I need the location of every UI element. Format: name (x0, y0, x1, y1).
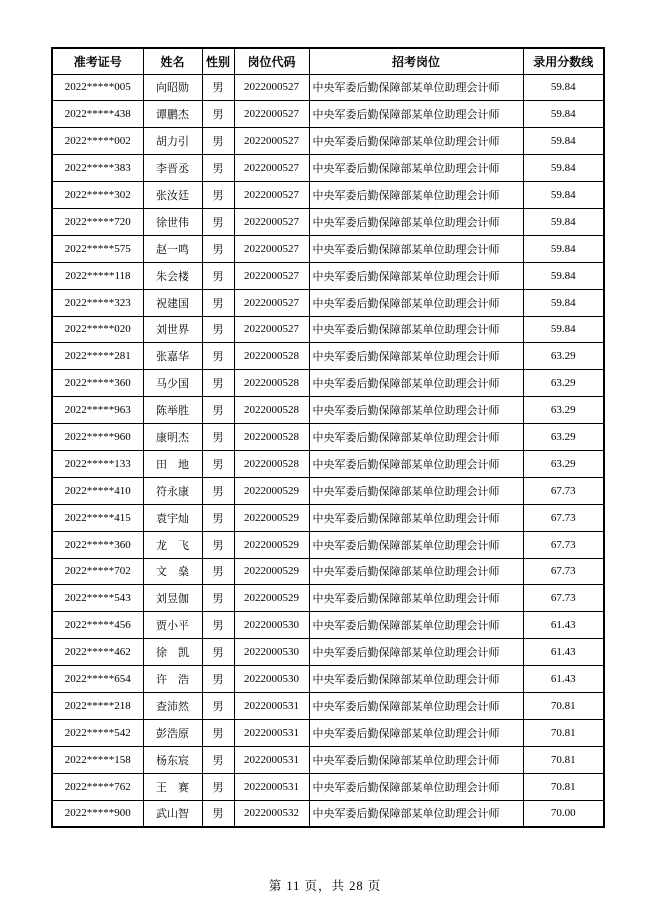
score-line-cell: 67.73 (523, 477, 604, 504)
gender-cell: 男 (202, 773, 234, 800)
table-row (52, 719, 604, 746)
score-line-cell: 63.29 (523, 343, 604, 370)
table-header (52, 48, 604, 74)
position-cell: 中央军委后勤保障部某单位助理会计师 (309, 235, 523, 262)
position-code-cell: 2022000527 (234, 208, 309, 235)
ticket-number-cell: 2022*****543 (52, 585, 143, 612)
score-line-cell: 67.73 (523, 504, 604, 531)
score-line-cell: 70.81 (523, 773, 604, 800)
position-cell: 中央军委后勤保障部某单位助理会计师 (309, 692, 523, 719)
name-cell: 向昭勋 (143, 74, 202, 101)
ticket-number-cell: 2022*****410 (52, 477, 143, 504)
position-code-cell: 2022000527 (234, 74, 309, 101)
gender-cell: 男 (202, 800, 234, 827)
gender-cell: 男 (202, 208, 234, 235)
table-row (52, 639, 604, 666)
name-cell: 刘昱伽 (143, 585, 202, 612)
position-code-cell: 2022000532 (234, 800, 309, 827)
score-line-cell: 59.84 (523, 235, 604, 262)
score-line-cell: 63.29 (523, 397, 604, 424)
name-cell: 谭鹏杰 (143, 101, 202, 128)
ticket-number-cell: 2022*****118 (52, 262, 143, 289)
ticket-number-cell: 2022*****720 (52, 208, 143, 235)
ticket-number-cell: 2022*****542 (52, 719, 143, 746)
score-line-cell: 59.84 (523, 101, 604, 128)
table-row (52, 558, 604, 585)
position-code-cell: 2022000527 (234, 316, 309, 343)
score-line-cell: 61.43 (523, 639, 604, 666)
ticket-number-cell: 2022*****281 (52, 343, 143, 370)
gender-cell: 男 (202, 612, 234, 639)
table-row (52, 262, 604, 289)
gender-cell: 男 (202, 424, 234, 451)
name-cell: 徐世伟 (143, 208, 202, 235)
table-row (52, 666, 604, 693)
gender-cell: 男 (202, 719, 234, 746)
table-row (52, 128, 604, 155)
gender-cell: 男 (202, 504, 234, 531)
score-line-cell: 61.43 (523, 666, 604, 693)
table-row (52, 746, 604, 773)
position-code-cell: 2022000531 (234, 719, 309, 746)
ticket-number-cell: 2022*****456 (52, 612, 143, 639)
page-number-footer: 第 11 页，共 28 页 (268, 879, 382, 893)
column-header-score-line: 录用分数线 (523, 48, 604, 74)
gender-cell: 男 (202, 558, 234, 585)
position-cell: 中央军委后勤保障部某单位助理会计师 (309, 289, 523, 316)
gender-cell: 男 (202, 370, 234, 397)
name-cell: 查沛然 (143, 692, 202, 719)
ticket-number-cell: 2022*****960 (52, 424, 143, 451)
ticket-number-cell: 2022*****762 (52, 773, 143, 800)
position-cell: 中央军委后勤保障部某单位助理会计师 (309, 773, 523, 800)
position-cell: 中央军委后勤保障部某单位助理会计师 (309, 800, 523, 827)
gender-cell: 男 (202, 746, 234, 773)
name-cell: 赵一鸣 (143, 235, 202, 262)
position-cell: 中央军委后勤保障部某单位助理会计师 (309, 666, 523, 693)
ticket-number-cell: 2022*****360 (52, 531, 143, 558)
ticket-number-cell: 2022*****438 (52, 101, 143, 128)
position-code-cell: 2022000528 (234, 424, 309, 451)
position-cell: 中央军委后勤保障部某单位助理会计师 (309, 612, 523, 639)
ticket-number-cell: 2022*****302 (52, 182, 143, 209)
table-row (52, 182, 604, 209)
score-line-cell: 59.84 (523, 155, 604, 182)
gender-cell: 男 (202, 182, 234, 209)
table-row (52, 74, 604, 101)
score-line-cell: 63.29 (523, 424, 604, 451)
position-code-cell: 2022000529 (234, 504, 309, 531)
position-cell: 中央军委后勤保障部某单位助理会计师 (309, 262, 523, 289)
gender-cell: 男 (202, 262, 234, 289)
name-cell: 彭浩原 (143, 719, 202, 746)
position-code-cell: 2022000529 (234, 477, 309, 504)
score-line-cell: 67.73 (523, 531, 604, 558)
gender-cell: 男 (202, 450, 234, 477)
position-cell: 中央军委后勤保障部某单位助理会计师 (309, 477, 523, 504)
table-row (52, 800, 604, 827)
position-cell: 中央军委后勤保障部某单位助理会计师 (309, 316, 523, 343)
table-row (52, 504, 604, 531)
gender-cell: 男 (202, 128, 234, 155)
name-cell: 许 浩 (143, 666, 202, 693)
score-line-cell: 70.81 (523, 692, 604, 719)
gender-cell: 男 (202, 397, 234, 424)
name-cell: 祝建国 (143, 289, 202, 316)
position-cell: 中央军委后勤保障部某单位助理会计师 (309, 558, 523, 585)
ticket-number-cell: 2022*****360 (52, 370, 143, 397)
ticket-number-cell: 2022*****462 (52, 639, 143, 666)
column-header-name: 姓名 (143, 48, 202, 74)
ticket-number-cell: 2022*****702 (52, 558, 143, 585)
name-cell: 龙 飞 (143, 531, 202, 558)
name-cell: 刘世界 (143, 316, 202, 343)
position-cell: 中央军委后勤保障部某单位助理会计师 (309, 74, 523, 101)
position-cell: 中央军委后勤保障部某单位助理会计师 (309, 450, 523, 477)
gender-cell: 男 (202, 343, 234, 370)
header-row (52, 48, 604, 74)
position-code-cell: 2022000528 (234, 450, 309, 477)
column-header-ticket-number: 准考证号 (52, 48, 143, 74)
position-code-cell: 2022000530 (234, 612, 309, 639)
table-body (52, 74, 604, 827)
position-code-cell: 2022000527 (234, 101, 309, 128)
gender-cell: 男 (202, 639, 234, 666)
position-code-cell: 2022000529 (234, 531, 309, 558)
table-row (52, 289, 604, 316)
position-cell: 中央军委后勤保障部某单位助理会计师 (309, 208, 523, 235)
name-cell: 胡力引 (143, 128, 202, 155)
score-line-cell: 61.43 (523, 612, 604, 639)
name-cell: 符永康 (143, 477, 202, 504)
table-row (52, 397, 604, 424)
gender-cell: 男 (202, 316, 234, 343)
gender-cell: 男 (202, 155, 234, 182)
name-cell: 杨东宸 (143, 746, 202, 773)
name-cell: 徐 凯 (143, 639, 202, 666)
name-cell: 张嘉华 (143, 343, 202, 370)
name-cell: 陈举胜 (143, 397, 202, 424)
gender-cell: 男 (202, 666, 234, 693)
gender-cell: 男 (202, 101, 234, 128)
gender-cell: 男 (202, 235, 234, 262)
position-cell: 中央军委后勤保障部某单位助理会计师 (309, 746, 523, 773)
table-row (52, 343, 604, 370)
position-cell: 中央军委后勤保障部某单位助理会计师 (309, 585, 523, 612)
name-cell: 朱会楼 (143, 262, 202, 289)
position-code-cell: 2022000527 (234, 289, 309, 316)
position-code-cell: 2022000527 (234, 235, 309, 262)
position-code-cell: 2022000531 (234, 746, 309, 773)
score-line-cell: 63.29 (523, 450, 604, 477)
score-line-cell: 59.84 (523, 316, 604, 343)
gender-cell: 男 (202, 585, 234, 612)
name-cell: 李晋丞 (143, 155, 202, 182)
table-row (52, 235, 604, 262)
ticket-number-cell: 2022*****654 (52, 666, 143, 693)
table-row (52, 316, 604, 343)
position-cell: 中央军委后勤保障部某单位助理会计师 (309, 101, 523, 128)
gender-cell: 男 (202, 531, 234, 558)
name-cell: 贾小平 (143, 612, 202, 639)
ticket-number-cell: 2022*****158 (52, 746, 143, 773)
position-code-cell: 2022000527 (234, 128, 309, 155)
ticket-number-cell: 2022*****133 (52, 450, 143, 477)
ticket-number-cell: 2022*****020 (52, 316, 143, 343)
table-row (52, 477, 604, 504)
ticket-number-cell: 2022*****323 (52, 289, 143, 316)
position-code-cell: 2022000527 (234, 155, 309, 182)
score-line-cell: 67.73 (523, 585, 604, 612)
score-line-cell: 59.84 (523, 74, 604, 101)
position-code-cell: 2022000529 (234, 585, 309, 612)
score-line-cell: 59.84 (523, 128, 604, 155)
score-line-cell: 70.81 (523, 719, 604, 746)
table-row (52, 531, 604, 558)
position-cell: 中央军委后勤保障部某单位助理会计师 (309, 397, 523, 424)
position-cell: 中央军委后勤保障部某单位助理会计师 (309, 424, 523, 451)
position-cell: 中央军委后勤保障部某单位助理会计师 (309, 639, 523, 666)
position-cell: 中央军委后勤保障部某单位助理会计师 (309, 182, 523, 209)
position-code-cell: 2022000528 (234, 397, 309, 424)
name-cell: 田 地 (143, 450, 202, 477)
table-row (52, 612, 604, 639)
position-cell: 中央军委后勤保障部某单位助理会计师 (309, 719, 523, 746)
position-code-cell: 2022000530 (234, 666, 309, 693)
column-header-position-code: 岗位代码 (234, 48, 309, 74)
score-line-cell: 67.73 (523, 558, 604, 585)
gender-cell: 男 (202, 477, 234, 504)
name-cell: 康明杰 (143, 424, 202, 451)
position-code-cell: 2022000528 (234, 370, 309, 397)
score-line-cell: 70.81 (523, 746, 604, 773)
ticket-number-cell: 2022*****002 (52, 128, 143, 155)
table-row (52, 450, 604, 477)
gender-cell: 男 (202, 289, 234, 316)
position-code-cell: 2022000527 (234, 262, 309, 289)
table-row (52, 101, 604, 128)
position-cell: 中央军委后勤保障部某单位助理会计师 (309, 531, 523, 558)
position-code-cell: 2022000531 (234, 773, 309, 800)
position-cell: 中央军委后勤保障部某单位助理会计师 (309, 343, 523, 370)
score-line-cell: 63.29 (523, 370, 604, 397)
name-cell: 武山智 (143, 800, 202, 827)
position-code-cell: 2022000529 (234, 558, 309, 585)
name-cell: 文 燊 (143, 558, 202, 585)
admission-score-table (51, 47, 605, 828)
position-code-cell: 2022000531 (234, 692, 309, 719)
position-cell: 中央军委后勤保障部某单位助理会计师 (309, 155, 523, 182)
score-line-cell: 70.00 (523, 800, 604, 827)
ticket-number-cell: 2022*****963 (52, 397, 143, 424)
ticket-number-cell: 2022*****415 (52, 504, 143, 531)
gender-cell: 男 (202, 692, 234, 719)
position-cell: 中央军委后勤保障部某单位助理会计师 (309, 370, 523, 397)
score-line-cell: 59.84 (523, 182, 604, 209)
position-cell: 中央军委后勤保障部某单位助理会计师 (309, 504, 523, 531)
column-header-gender: 性别 (202, 48, 234, 74)
ticket-number-cell: 2022*****383 (52, 155, 143, 182)
column-header-position: 招考岗位 (309, 48, 523, 74)
position-code-cell: 2022000530 (234, 639, 309, 666)
position-code-cell: 2022000528 (234, 343, 309, 370)
table-row (52, 370, 604, 397)
ticket-number-cell: 2022*****575 (52, 235, 143, 262)
ticket-number-cell: 2022*****900 (52, 800, 143, 827)
ticket-number-cell: 2022*****005 (52, 74, 143, 101)
score-line-cell: 59.84 (523, 262, 604, 289)
ticket-number-cell: 2022*****218 (52, 692, 143, 719)
table-row (52, 208, 604, 235)
gender-cell: 男 (202, 74, 234, 101)
position-code-cell: 2022000527 (234, 182, 309, 209)
score-line-cell: 59.84 (523, 208, 604, 235)
name-cell: 马少国 (143, 370, 202, 397)
table-row (52, 585, 604, 612)
table-row (52, 424, 604, 451)
score-line-cell: 59.84 (523, 289, 604, 316)
table-row (52, 155, 604, 182)
name-cell: 张汝廷 (143, 182, 202, 209)
table-row (52, 773, 604, 800)
table-row (52, 692, 604, 719)
name-cell: 王 赛 (143, 773, 202, 800)
name-cell: 袁宇灿 (143, 504, 202, 531)
position-cell: 中央军委后勤保障部某单位助理会计师 (309, 128, 523, 155)
